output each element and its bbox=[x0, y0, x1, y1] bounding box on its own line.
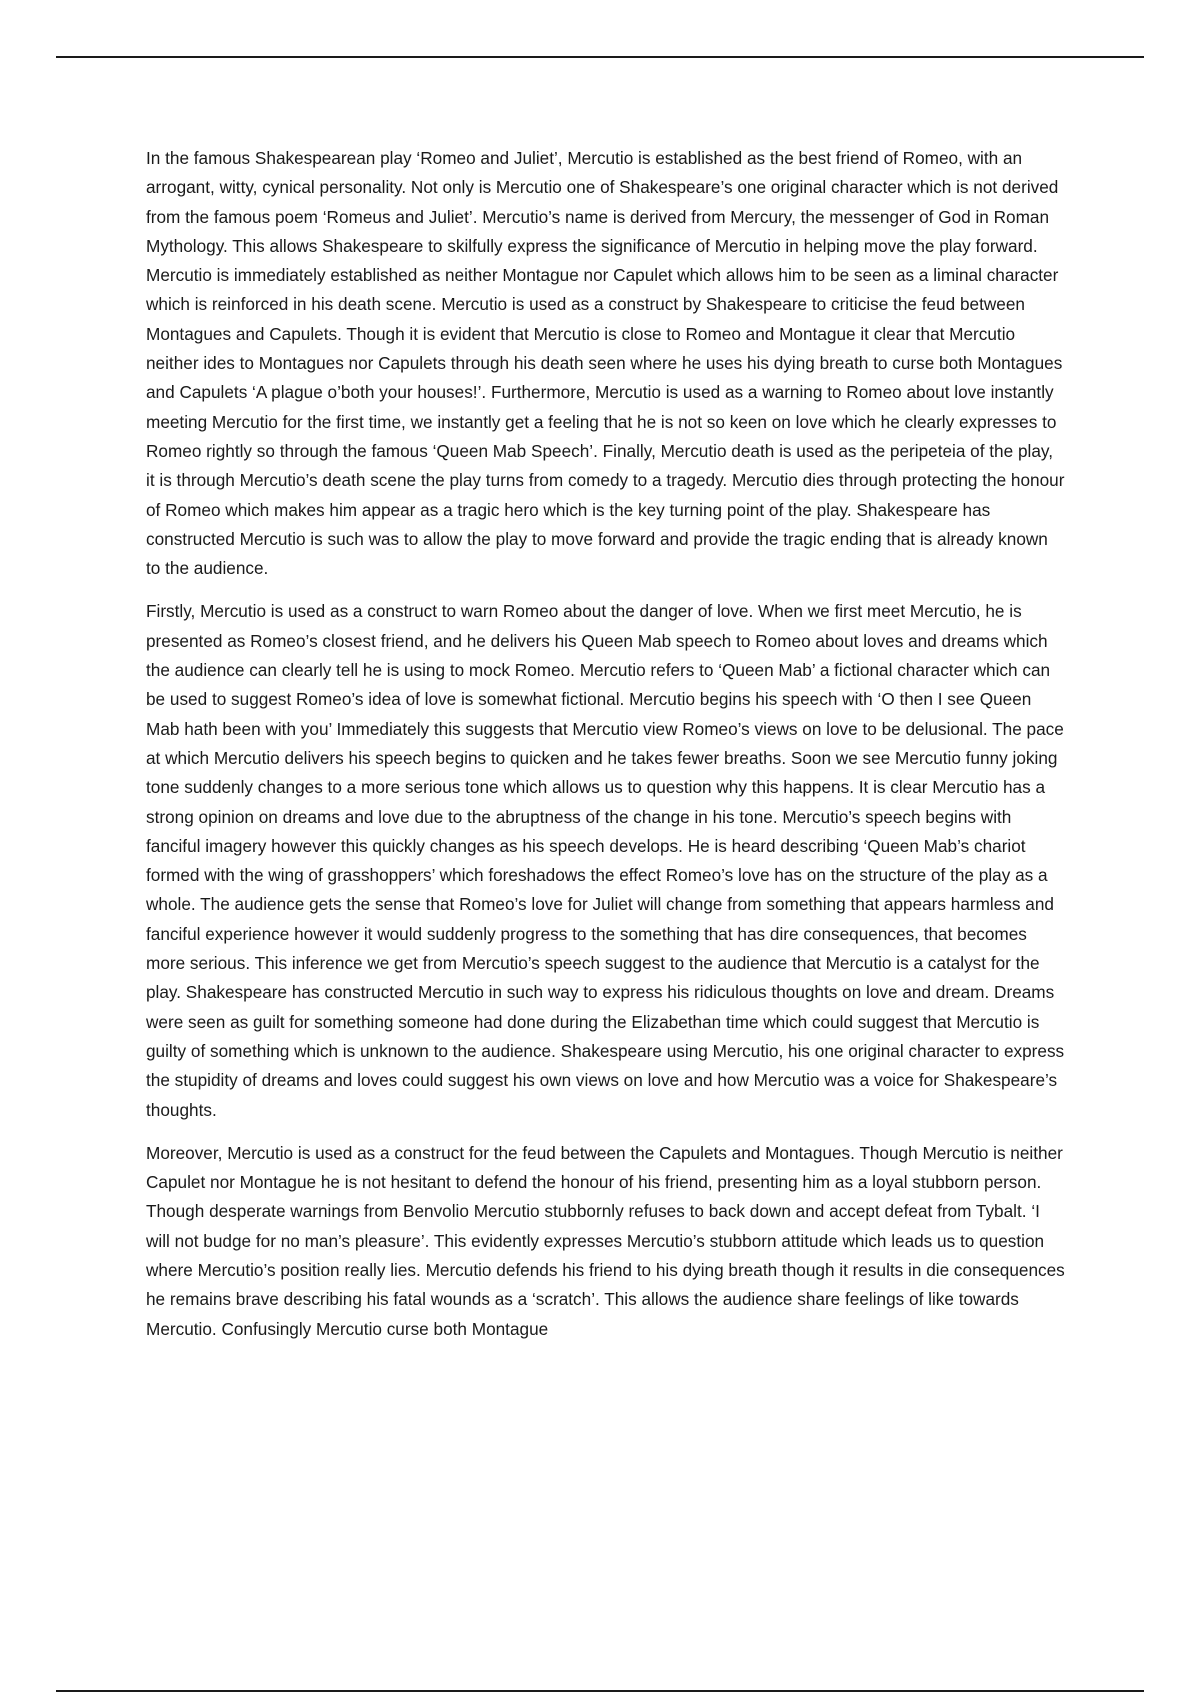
paragraph-intro: In the famous Shakespearean play ‘Romeo and Juliet’, Mercutio is established as the best friend of Romeo, with an arrogant, witty, cynical personality. Not only is Mercutio one of Shakespeare’s one original character which is not derived from the famous poem ‘Romeus and Juliet’. Mercutio’s name is derived from Mercury, the messenger of God in Roman Mythology. This allows Shakespeare to skilfully express the significance of Mercutio in helping move the play forward. Mercutio is immediately established as neither Montague nor Capulet which allows him to be seen as a liminal character which is reinforced in his death scene. Mercutio is used as a construct by Shakespeare to criticise the feud between Montagues and Capulets. Though it is evident that Mercutio is close to Romeo and Montague it clear that Mercutio neither ides to Montagues nor Capulets through his death seen where he uses his dying breath to curse both Montagues and Capulets ‘A plague o’both your houses!’. Furthermore, Mercutio is used as a warning to Romeo about love instantly meeting Mercutio for the first time, we instantly get a feeling that he is not so keen on love which he clearly expresses to Romeo rightly so through the famous ‘Queen Mab Speech’. Finally, Mercutio death is used as the peripeteia of the play, it is through Mercutio’s death scene the play turns from comedy to a tragedy. Mercutio dies through protecting the honour of Romeo which makes him appear as a tragic hero which is the key turning point of the play. Shakespeare has constructed Mercutio is such was to allow the play to move forward and provide the tragic ending that is already known to the audience. bbox=[146, 148, 1065, 579]
paragraph-feud: Moreover, Mercutio is used as a construct for the feud between the Capulets and Montagues. Though Mercutio is neither Capulet nor Montague he is not hesitant to defend the honour of his friend, presenting him as a loyal stubborn person. Though desperate warnings from Benvolio Mercutio stubbornly refuses to back down and accept defeat from Tybalt. ‘I will not budge for no man’s pleasure’. This evidently expresses Mercutio’s stubborn attitude which leads us to question where Mercutio’s position really lies. Mercutio defends his friend to his dying breath though it results in die consequences he remains brave describing his fatal wounds as a ‘scratch’. This allows the audience share feelings of like towards Mercutio. Confusingly Mercutio curse both Montague bbox=[146, 1142, 1065, 1339]
header-rule bbox=[56, 56, 1144, 58]
footer-rule bbox=[56, 1690, 1144, 1692]
document-body bbox=[146, 144, 1066, 1358]
paragraph-queen-mab: Firstly, Mercutio is used as a construct to warn Romeo about the danger of love. When we first meet Mercutio, he is presented as Romeo’s closest friend, and he delivers his Queen Mab speech to Romeo about loves and dreams which the audience can clearly tell he is using to mock Romeo. Mercutio refers to ‘Queen Mab’ a fictional character which can be used to suggest Romeo’s idea of love is somewhat fictional. Mercutio begins his speech with ‘O then I see Queen Mab hath been with you’ Immediately this suggests that Mercutio view Romeo’s views on love to be delusional. The pace at which Mercutio delivers his speech begins to quicken and he takes fewer breaths. Soon we see Mercutio funny joking tone suddenly changes to a more serious tone which allows us to question why this happens. It is clear Mercutio has a strong opinion on dreams and love due to the abruptness of the change in his tone. Mercutio’s speech begins with fanciful imagery however this quickly changes as his speech develops. He is heard describing ‘Queen Mab’s chariot formed with the wing of grasshoppers’ which foreshadows the effect Romeo’s love has on the structure of the play as a whole. The audience gets the sense that Romeo’s love for Juliet will change from something that appears harmless and fanciful experience however it would suddenly progress to the something that has dire consequences, that becomes more serious. This inference we get from Mercutio’s speech suggest to the audience that Mercutio is a catalyst for the play. Shakespeare has constructed Mercutio in such way to express his ridiculous thoughts on love and dream. Dreams were seen as guilt for something someone had done during the Elizabethan time which could suggest that Mercutio is guilty of something which is unknown to the audience. Shakespeare using Mercutio, his one original character to express the stupidity of dreams and loves could suggest his own views on love and how Mercutio was a voice for Shakespeare’s thoughts. bbox=[146, 601, 1065, 1120]
